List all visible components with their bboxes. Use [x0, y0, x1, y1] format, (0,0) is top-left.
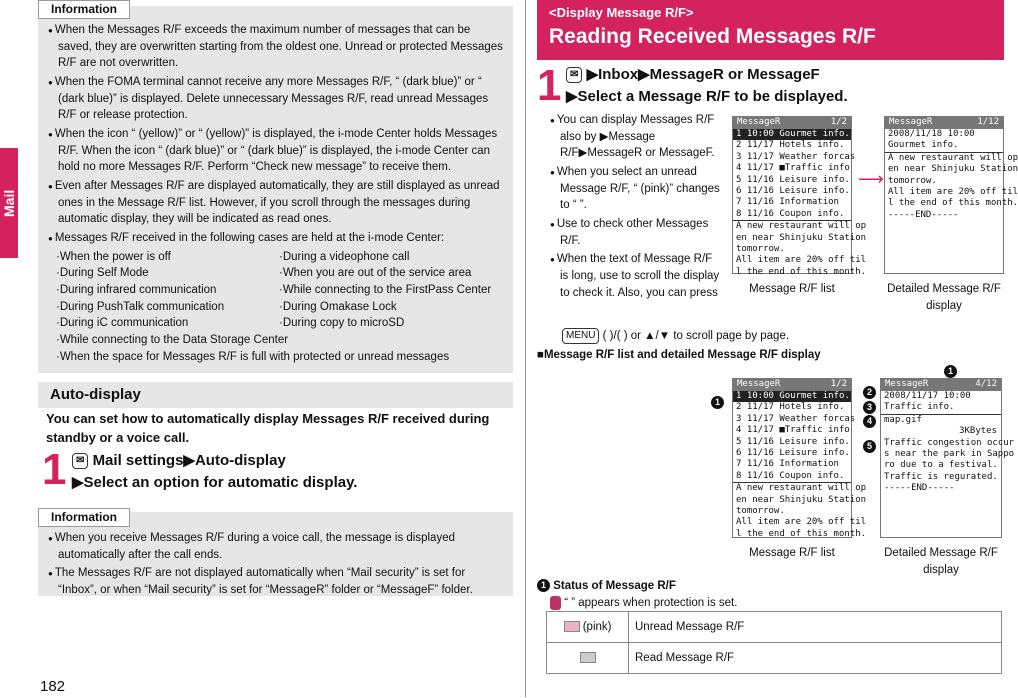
list-item[interactable]: 4 11/17 ■Traffic info	[736, 425, 850, 436]
info-bullet: ● The Messages R/F are not displayed automatically when “Mail security” is set for “Inbox”, or when “Mail security” is set for “MessageR” folder or “MessageF” folder.	[48, 565, 503, 598]
preview-line: A new restaurant will op	[736, 483, 867, 494]
icon-label: (pink)	[582, 620, 612, 633]
table-row	[547, 612, 1002, 643]
detail-subject: Gourmet info.	[888, 140, 959, 151]
auto-display-heading: Auto-display	[38, 382, 513, 408]
step-number: 1	[537, 61, 562, 110]
info-bullet: ● Messages R/F received in the following cases are held at the i-mode Center:	[48, 230, 503, 247]
preview-line: A new restaurant will op	[736, 221, 867, 232]
list-item[interactable]: 1 10:00 Gourmet info.	[733, 391, 851, 402]
body-line: s near the park in Sappo	[884, 449, 1015, 460]
preview-line: en near Shinjuku Station	[736, 494, 867, 505]
detail-subject: Traffic info.	[884, 402, 955, 413]
step-line-2: ▶Select an option for automatic display.	[72, 473, 358, 491]
body-line: A new restaurant will op	[888, 152, 1018, 163]
auto-display-step	[72, 450, 357, 494]
status-table	[546, 611, 1002, 674]
screen-message-list-2	[732, 378, 867, 539]
page-number: 182	[40, 678, 66, 695]
unread-envelope-icon	[564, 621, 580, 632]
case-item: ·During Omakase Lock	[279, 300, 397, 313]
screen-message-list	[732, 116, 867, 277]
callout-1: 1	[537, 579, 550, 592]
page-title-bar	[537, 0, 1004, 60]
list-item[interactable]: 2 11/17 Hotels info.	[736, 402, 845, 413]
screen-header: MessageR 1/2	[733, 379, 851, 391]
status-heading-text: Status of Message R/F	[553, 580, 676, 592]
callout-5: 5	[863, 440, 876, 453]
information-label: Information	[38, 0, 130, 19]
preview-line: All item are 20% off til	[736, 255, 867, 266]
screen-message-detail	[884, 116, 1018, 274]
mail-key-icon: ✉	[566, 67, 582, 83]
body-line: All item are 20% off til	[888, 187, 1018, 198]
attachment-name[interactable]: map.gif	[884, 414, 922, 425]
table-row	[547, 643, 1002, 674]
body-line: ro due to a festival.	[884, 460, 998, 471]
case-item: ·While connecting to the Data Storage Center	[56, 334, 289, 347]
caption-detail: Detailed Message R/F display	[887, 283, 1001, 312]
protection-note	[550, 595, 737, 612]
info-bullet: ● When the icon “ (yellow)” or “ (yellow)” is displayed, the i-mode Center holds Messages R/F. When the icon “ (dark blue)” or “ (dark blue)” is displayed, the i-mode Center can hold no more Messages R/F. Perform “Check new message” to receive them.	[48, 126, 503, 176]
information-label: Information	[38, 508, 130, 527]
list-item[interactable]: 6 11/16 Leisure info.	[736, 186, 850, 197]
preview-line: tomorrow.	[736, 244, 785, 255]
list-item[interactable]: 2 11/17 Hotels info.	[736, 140, 845, 151]
preview-line: l the end of this month.	[736, 528, 867, 539]
step-line-2: ▶Select a Message R/F to be displayed.	[566, 87, 848, 105]
auto-display-intro: You can set how to automatically display Messages R/F received during standby or a voice call.	[46, 411, 490, 445]
preview-line: en near Shinjuku Station	[736, 232, 867, 243]
step-line-1: Mail settings▶Auto-display	[92, 452, 286, 469]
case-item: ·While connecting to the FirstPass Center	[279, 284, 492, 297]
case-item: ·During infrared communication	[56, 284, 217, 297]
callout-4: 4	[863, 415, 876, 428]
information-box-2	[38, 512, 513, 596]
caption-list-2: Message R/F list	[749, 547, 835, 559]
column-divider	[525, 0, 526, 697]
protect-icon	[550, 596, 561, 610]
body-line: Traffic congestion occur	[884, 437, 1015, 448]
callout-1: 1	[711, 396, 724, 409]
side-tab-mail: Mail	[0, 148, 18, 258]
held-cases-list	[48, 249, 503, 332]
caption-list: Message R/F list	[749, 283, 835, 295]
mail-key-icon: ✉	[72, 453, 88, 469]
preview-line: tomorrow.	[736, 506, 785, 517]
protection-note-text: “ ” appears when protection is set.	[564, 597, 738, 609]
info-bullet: ● When you receive Messages R/F during a voice call, the message is displayed automatically after the call ends.	[48, 530, 503, 563]
step-line-1: ▶Inbox▶MessageR or MessageF	[586, 66, 820, 83]
body-line: -----END-----	[884, 483, 955, 494]
case-item: ·During a videophone call	[279, 250, 410, 263]
list-item[interactable]: 3 11/17 Weather forcas	[736, 151, 856, 162]
read-envelope-icon	[580, 652, 596, 663]
status-icon-cell	[547, 643, 629, 674]
step-number: 1	[42, 445, 67, 494]
case-item: ·During PushTalk communication	[56, 300, 225, 313]
list-item[interactable]: 5 11/16 Leisure info.	[736, 436, 850, 447]
info-bullet: ● Even after Messages R/F are displayed automatically, they are still displayed as unread ones in the Message R/F list. However, if you scroll through the messages during automatic display, they will be indicated as read ones.	[48, 178, 503, 228]
note-item: ● You can display Messages R/F also by ▶Message R/F▶MessageR or MessageF.	[550, 112, 720, 162]
body-line: Traffic is regurated.	[884, 471, 998, 482]
detail-date: 2008/11/18 10:00	[888, 129, 975, 139]
scroll-note	[562, 328, 789, 345]
status-heading	[537, 578, 676, 595]
body-line: tomorrow.	[888, 175, 937, 186]
screen-message-detail-2	[880, 378, 1015, 538]
arrow-right-icon: ⟶	[858, 169, 884, 189]
body-line: -----END-----	[888, 209, 959, 220]
detail-date: 2008/11/17 10:00	[884, 391, 971, 401]
note-item: ● Use to check other Messages R/F.	[550, 216, 720, 249]
information-box-1	[38, 2, 513, 373]
scroll-line: ( )/( ) or ▲/▼ to scroll page by page.	[602, 330, 790, 343]
body-line: l the end of this month.	[888, 198, 1018, 209]
status-desc: Read Message R/F	[629, 643, 1002, 674]
reading-step	[566, 64, 848, 108]
screen-header: MessageR 1/2	[733, 117, 851, 129]
case-item: ·When the power is off	[56, 250, 171, 263]
callout-1: 1	[944, 365, 957, 378]
status-desc: Unread Message R/F	[629, 612, 1002, 643]
list-item[interactable]: 4 11/17 ■Traffic info	[736, 163, 850, 174]
case-item: ·When you are out of the service area	[279, 267, 472, 280]
callout-3: 3	[863, 401, 876, 414]
note-item: ● When you select an unread Message R/F, “ (pink)” changes to “ ”.	[550, 164, 720, 214]
case-item: ·During Self Mode	[56, 267, 149, 280]
section2-heading: ■Message R/F list and detailed Message R/F display	[537, 349, 821, 361]
list-item[interactable]: 3 11/17 Weather forcas	[736, 413, 856, 424]
list-item[interactable]: 7 11/16 Information	[736, 197, 839, 208]
case-item: ·During copy to microSD	[279, 317, 405, 330]
caption-detail-2: Detailed Message R/F display	[884, 547, 998, 576]
list-item[interactable]: 5 11/16 Leisure info.	[736, 174, 850, 185]
notes	[550, 112, 720, 303]
screen-header: MessageR 4/12	[881, 379, 1001, 391]
case-item: ·During iC communication	[56, 317, 189, 330]
list-item[interactable]: 8 11/16 Coupon info.	[736, 470, 845, 481]
list-item[interactable]: 8 11/16 Coupon info.	[736, 208, 845, 219]
list-item[interactable]: 1 10:00 Gourmet info.	[733, 129, 851, 140]
case-item: ·When the space for Messages R/F is full with protected or unread messages	[56, 350, 450, 363]
screen-header: MessageR 1/12	[885, 117, 1003, 129]
note-item: ● When the text of Message R/F is long, use to scroll the display to check it. Also, you can press	[550, 251, 720, 301]
info-bullet: ● When the Messages R/F exceeds the maximum number of messages that can be saved, they are overwritten starting from the oldest one. Unread or protected Messages R/F are not overwritten.	[48, 22, 503, 72]
list-item[interactable]: 6 11/16 Leisure info.	[736, 448, 850, 459]
preview-line: l the end of this month.	[736, 266, 867, 277]
menu-key-icon: MENU	[562, 328, 599, 344]
preview-line: All item are 20% off til	[736, 517, 867, 528]
callout-2: 2	[863, 386, 876, 399]
status-icon-cell	[547, 612, 629, 643]
subtitle: <Display Message R/F>	[549, 5, 694, 20]
list-item[interactable]: 7 11/16 Information	[736, 459, 839, 470]
info-bullet: ● When the FOMA terminal cannot receive any more Messages R/F, “ (dark blue)” or “ (dark blue)” is displayed. Delete unnecessary Messages R/F, read unread Messages R/F or release protection.	[48, 74, 503, 124]
attachment-size: 3KBytes	[959, 426, 997, 437]
body-line: en near Shinjuku Station	[888, 164, 1018, 175]
page-title: Reading Received Messages R/F	[549, 24, 876, 48]
